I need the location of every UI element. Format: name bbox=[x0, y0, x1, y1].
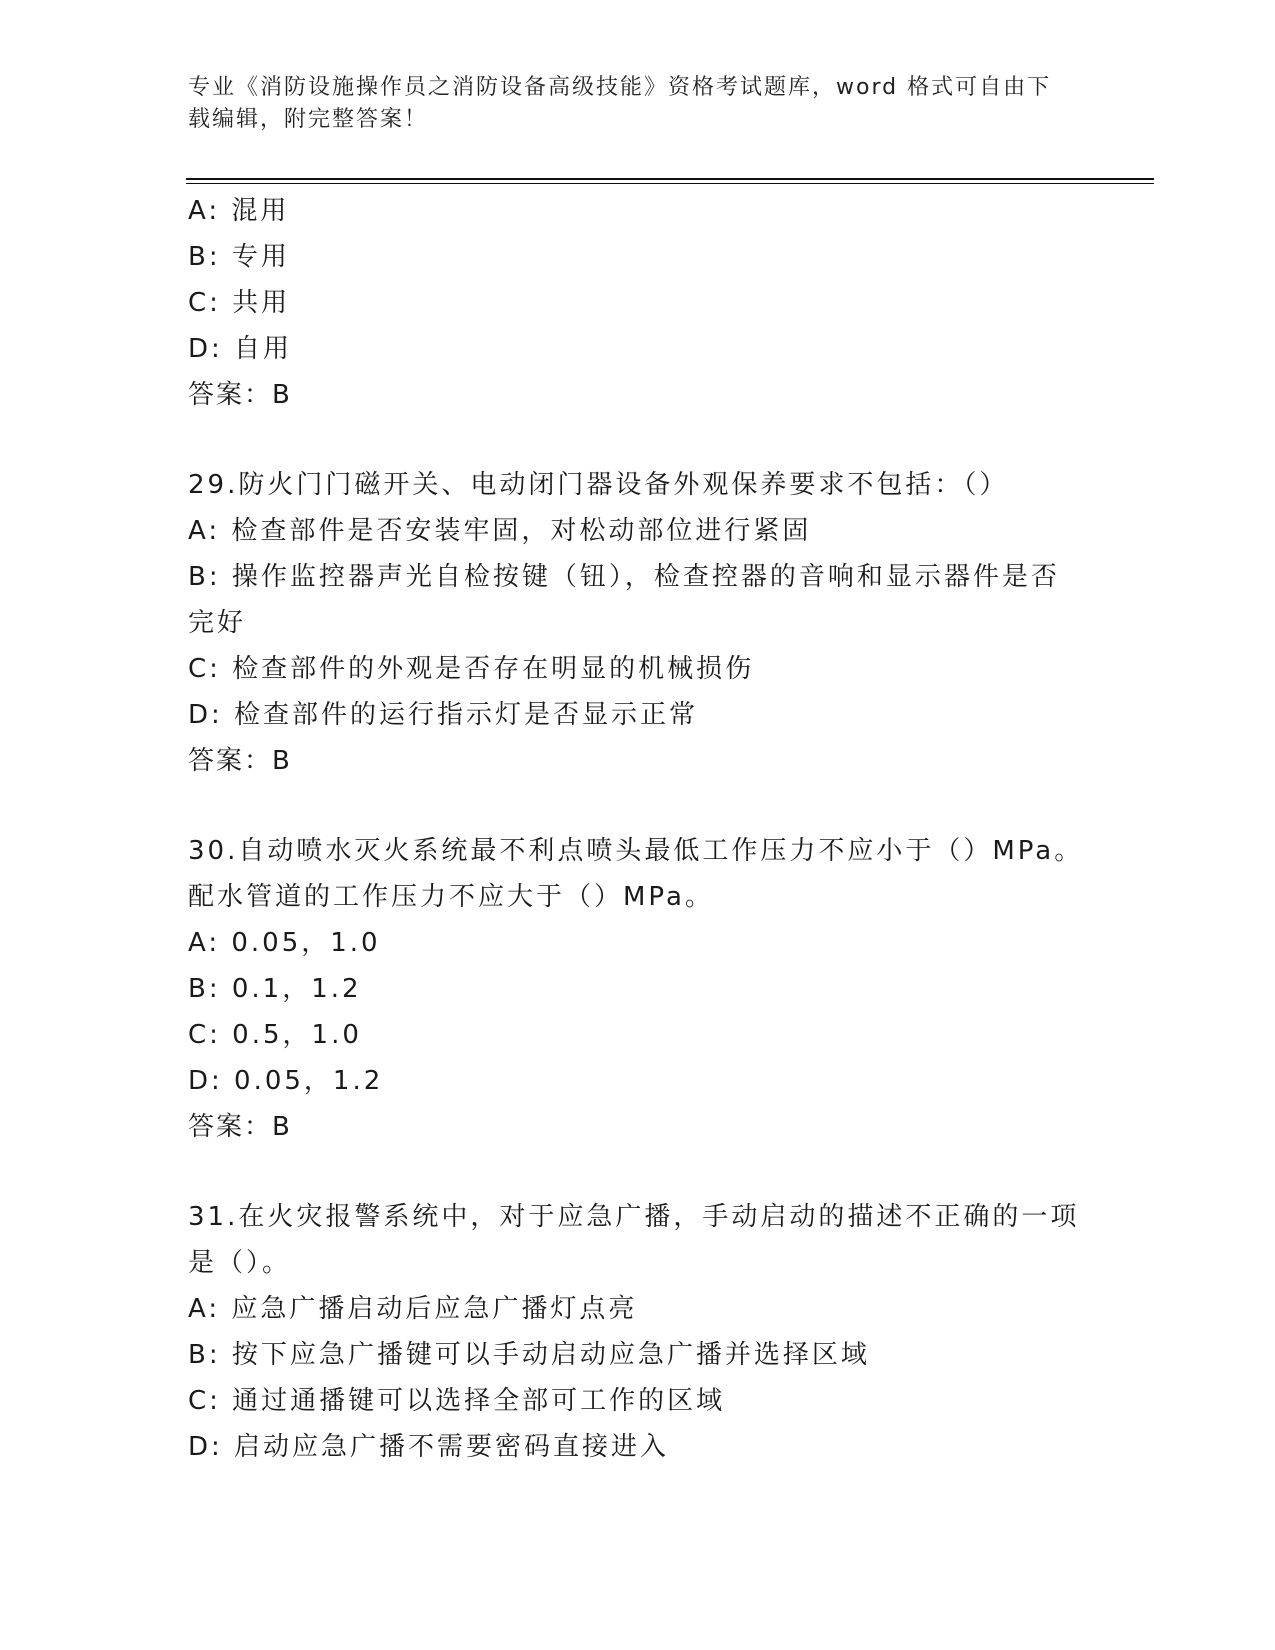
q30-option-d: D: 0.05，1.2 bbox=[188, 1066, 384, 1096]
q30-option-b: B: 0.1，1.2 bbox=[188, 974, 362, 1004]
q31-question-line-2: 是（）。 bbox=[188, 1248, 292, 1278]
header-divider-thin bbox=[186, 183, 1154, 184]
header-divider-thick bbox=[186, 178, 1154, 180]
q28-option-a: A: 混用 bbox=[188, 196, 290, 226]
q31-option-d: D: 启动应急广播不需要密码直接进入 bbox=[188, 1432, 670, 1462]
question-31-block bbox=[188, 1194, 1088, 1470]
q31-option-b: B: 按下应急广播键可以手动启动应急广播并选择区域 bbox=[188, 1340, 870, 1370]
q31-question-line-1: 31.在火灾报警系统中，对于应急广播，手动启动的描述不正确的一项 bbox=[188, 1202, 1080, 1232]
q29-question: 29.防火门门磁开关、电动闭门器设备外观保养要求不包括：（） bbox=[188, 470, 1009, 500]
q28-option-b: B: 专用 bbox=[188, 242, 290, 272]
question-30-block bbox=[188, 828, 1088, 1150]
spacer bbox=[188, 784, 1088, 828]
q28-option-d: D: 自用 bbox=[188, 334, 293, 364]
q30-question-line-2: 配水管道的工作压力不应大于（）MPa。 bbox=[188, 882, 714, 912]
document-header bbox=[188, 72, 1068, 136]
q30-question-line-1: 30.自动喷水灭火系统最不利点喷头最低工作压力不应小于（）MPa。 bbox=[188, 836, 1084, 866]
question-28-block bbox=[188, 188, 1088, 418]
q29-option-c: C: 检查部件的外观是否存在明显的机械损伤 bbox=[188, 654, 755, 684]
q29-option-b: B: 操作监控器声光自检按键（钮），检查控器的音响和显示器件是否 bbox=[188, 562, 1060, 592]
header-line-2: 载编辑，附完整答案！ bbox=[188, 107, 429, 132]
header-line-1: 专业《消防设施操作员之消防设备高级技能》资格考试题库，word 格式可自由下 bbox=[188, 75, 1052, 100]
spacer bbox=[188, 1150, 1088, 1194]
q30-answer: 答案：B bbox=[188, 1112, 292, 1142]
q28-option-c: C: 共用 bbox=[188, 288, 291, 318]
q28-answer: 答案：B bbox=[188, 380, 292, 410]
q30-option-c: C: 0.5，1.0 bbox=[188, 1020, 362, 1050]
q29-option-a: A: 检查部件是否安装牢固，对松动部位进行紧固 bbox=[188, 516, 812, 546]
spacer bbox=[188, 418, 1088, 462]
question-29-block bbox=[188, 462, 1088, 784]
q30-option-a: A: 0.05，1.0 bbox=[188, 928, 381, 958]
q29-option-b-continued: 完好 bbox=[188, 608, 247, 638]
q29-option-d: D: 检查部件的运行指示灯是否显示正常 bbox=[188, 700, 699, 730]
q29-answer: 答案：B bbox=[188, 746, 292, 776]
q31-option-a: A: 应急广播启动后应急广播灯点亮 bbox=[188, 1294, 638, 1324]
q31-option-c: C: 通过通播键可以选择全部可工作的区域 bbox=[188, 1386, 726, 1416]
question-content bbox=[188, 188, 1088, 1470]
